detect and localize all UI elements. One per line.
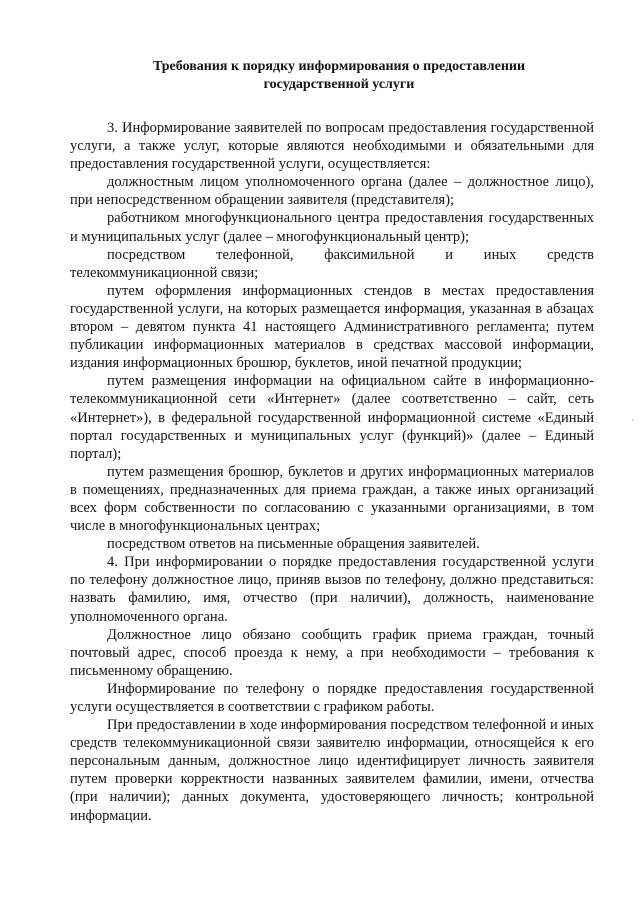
scan-speck (632, 419, 634, 421)
paragraph-schedule: Должностное лицо обязано сообщить график приема граждан, точный почтовый адрес, способ проезда к нему, а при необходимости – требования к письменному обращению. (70, 626, 594, 679)
paragraph-4: 4. При информировании о порядке предоставления государственной услуги по телефону должностное лицо, приняв вызов по телефону, должно представиться: назвать фамилию, имя, отчество (при наличии), должность, наименование уполномоченного органа. (70, 554, 594, 625)
document-title (84, 58, 594, 94)
list-item-written-replies: посредством ответов на письменные обращения заявителей. (107, 536, 480, 553)
list-item-mfc-worker: работником многофункционального центра предоставления государственных и муниципальных услуг (далее – многофункциональный центр); (70, 210, 594, 245)
document-page (70, 58, 594, 825)
list-item-website: путем размещения информации на официальном сайте в информационно-телекоммуникационной сети «Интернет» (далее соответственно – сайт, сеть «Интернет»), в федеральной государственной информационной системе «Единый портал государственных и муниципальных услуг (функций)» (далее – Единый портал); (70, 373, 594, 462)
list-item-official: должностным лицом уполномоченного органа (далее – должностное лицо), при непосредственном обращении заявителя (представителя); (70, 174, 594, 209)
list-item-brochures: путем размещения брошюр, буклетов и других информационных материалов в помещениях, предназначенных для приема граждан, а также иных организаций всех форм собственности по согласованию с указанными организациями, в том числе в многофункциональных центрах; (70, 463, 594, 535)
list-item-telecom: посредством телефонной, факсимильной и иных средств телекоммуникационной связи; (70, 246, 594, 281)
title-line-1: Требования к порядку информирования о предоставлении (152, 59, 526, 74)
list-item-info-stands: путем оформления информационных стендов в местах предоставления государственной услуги, на которых размещается информация, указанная в абзацах втором – девятом пункта 41 настоящего Административного регламента; путем публикации информационных материалов в средствах массовой информации, издания информационных брошюр, буклетов, иной печатной продукции; (70, 282, 594, 372)
document-body (70, 119, 594, 825)
paragraph-personal-data: При предоставлении в ходе информирования посредством телефонной и иных средств телекоммуникационной связи заявителю информации, относящейся к его персональным данным, должностное лицо идентифицирует личность заявителя путем проверки корректности названных заявителем фамилии, имени, отчества (при наличии); данных документа, удостоверяющего личность; контрольной информации. (70, 717, 594, 824)
paragraph-3-intro: 3. Информирование заявителей по вопросам предоставления государственной услуги, а также услуг, которые являются необходимыми и обязательными для предоставления государственной услуги, осуществляется: (70, 120, 594, 173)
title-line-2: государственной услуги (263, 77, 415, 92)
paragraph-phone-info: Информирование по телефону о порядке предоставления государственной услуги осуществляется в соответствии с графиком работы. (70, 680, 594, 715)
